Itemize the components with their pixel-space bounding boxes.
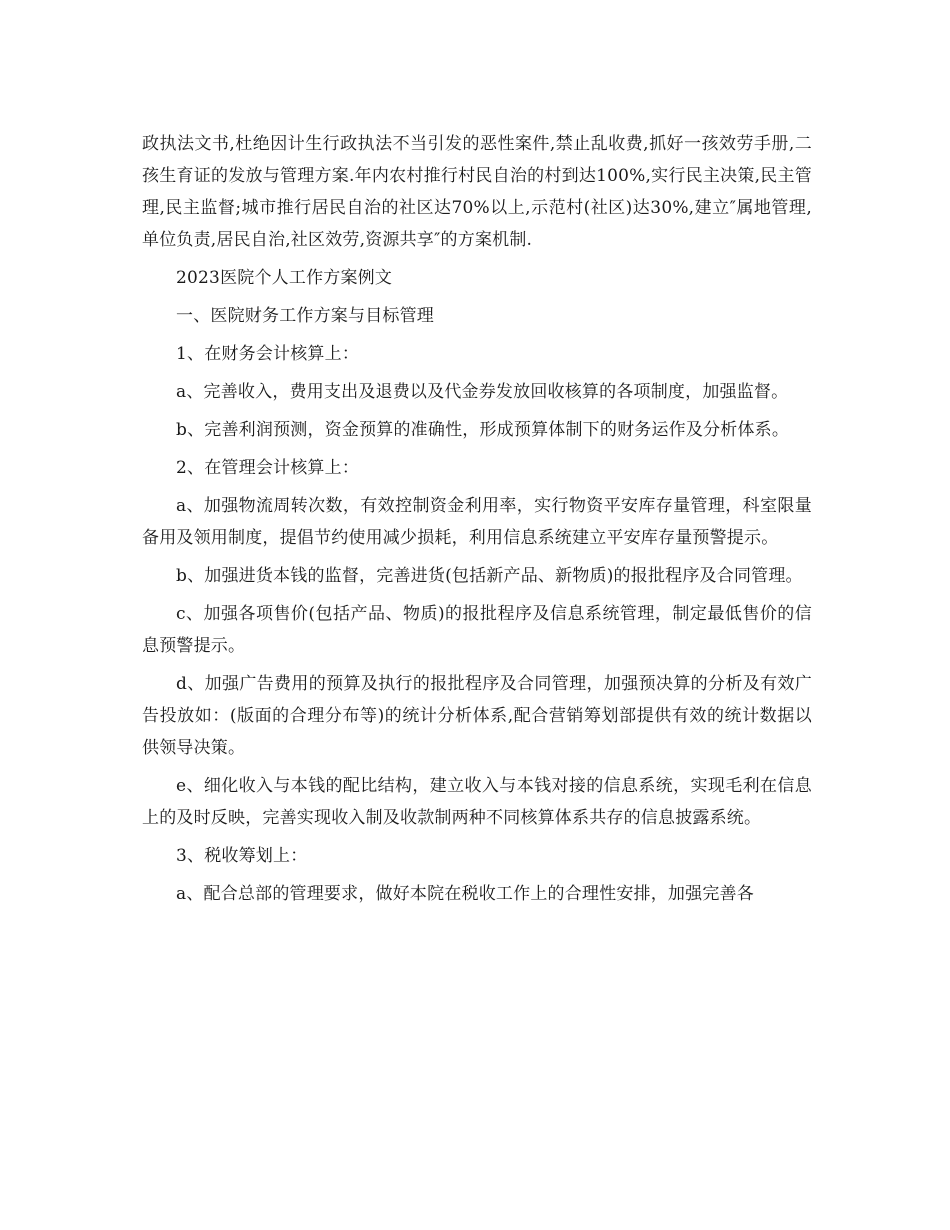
subsection-heading: 1、在财务会计核算上： bbox=[176, 344, 360, 364]
paragraph: a、完善收入，费用支出及退费以及代金券发放回收核算的各项制度，加强监督。 bbox=[176, 382, 789, 402]
section-heading: 一、医院财务工作方案与目标管理 bbox=[176, 306, 434, 326]
subsection-heading: 2、在管理会计核算上： bbox=[176, 458, 360, 478]
paragraph: b、完善利润预测，资金预算的准确性，形成预算体制下的财务运作及分析体系。 bbox=[176, 420, 790, 440]
paragraph: e、细化收入与本钱的配比结构，建立收入与本钱对接的信息系统，实现毛利在信息上的及时反映，完善实现收入制及收款制两种不同核算体系共存的信息披露系统。 bbox=[142, 776, 812, 828]
paragraph: c、加强各项售价(包括产品、物质)的报批程序及信息系统管理，制定最低售价的信息预警提示。 bbox=[142, 604, 812, 656]
paragraph: d、加强广告费用的预算及执行的报批程序及合同管理，加强预决算的分析及有效广告投放如：(版面的合理分布等)的统计分析体系,配合营销筹划部提供有效的统计数据以供领导决策。 bbox=[142, 674, 812, 758]
paragraph: b、加强进货本钱的监督，完善进货(包括新产品、新物质)的报批程序及合同管理。 bbox=[176, 566, 803, 586]
document-body bbox=[142, 128, 812, 916]
paragraph: a、加强物流周转次数，有效控制资金利用率，实行物资平安库存量管理，科室限量备用及领用制度，提倡节约使用减少损耗，利用信息系统建立平安库存量预警提示。 bbox=[142, 496, 812, 548]
paragraph: a、配合总部的管理要求，做好本院在税收工作上的合理性安排，加强完善各 bbox=[176, 884, 754, 904]
document-title: 2023医院个人工作方案例文 bbox=[176, 268, 393, 288]
subsection-heading: 3、税收筹划上： bbox=[176, 846, 308, 866]
paragraph-continuation: 政执法文书,杜绝因计生行政执法不当引发的恶性案件,禁止乱收费,抓好一孩效劳手册,二孩生育证的发放与管理方案.年内农村推行村民自治的村到达100%,实行民主决策,民主管理,民主监督;城市推行居民自治的社区达70%以上,示范村(社区)达30%,建立″属地管理,单位负责,居民自治,社区效劳,资源共享″的方案机制. bbox=[142, 134, 812, 250]
